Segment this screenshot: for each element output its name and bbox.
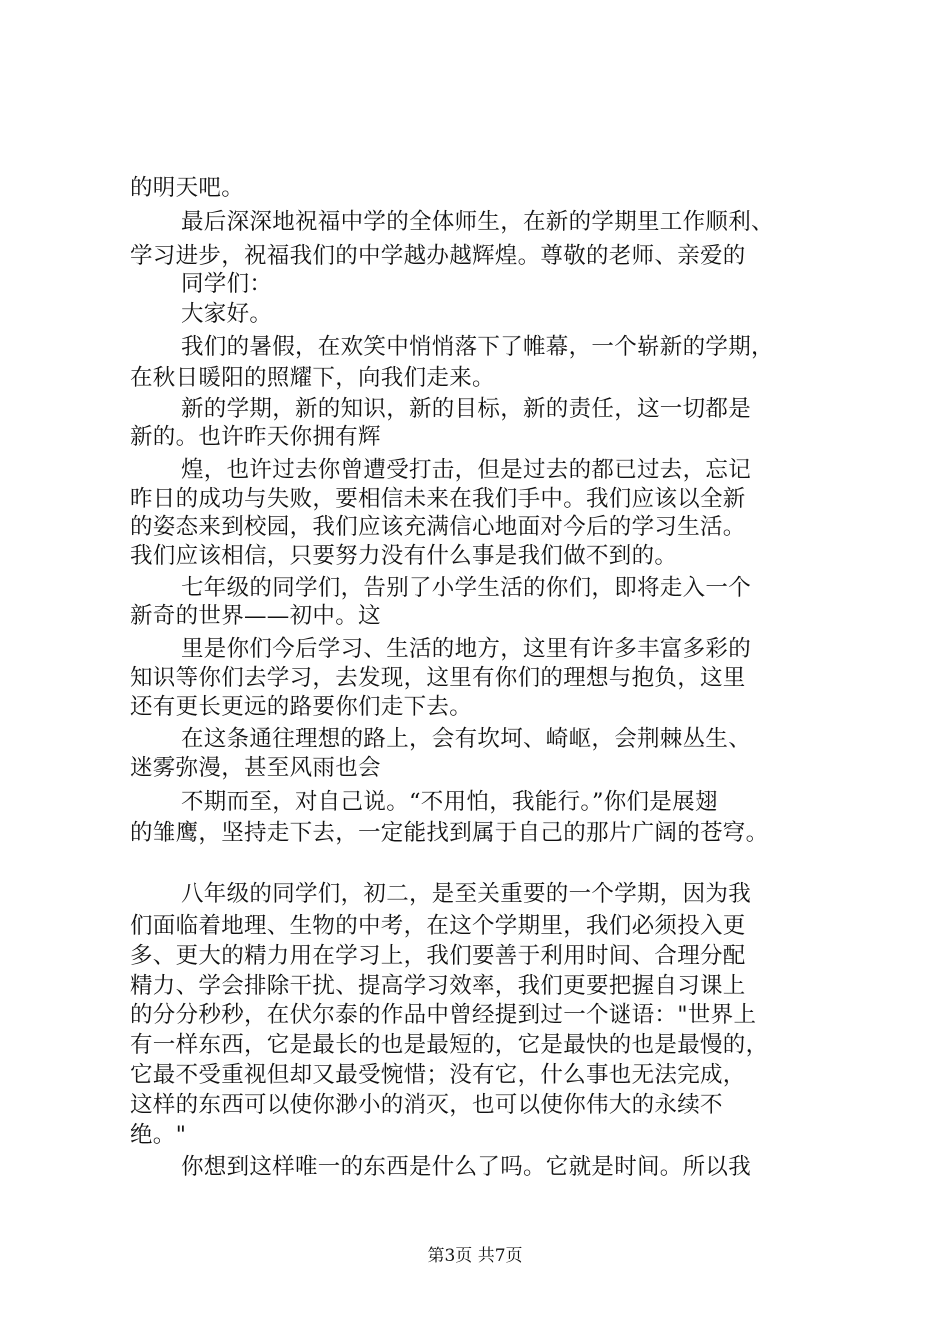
text-line: 们面临着地理、生物的中考，在这个学期里，我们必须投入更 bbox=[130, 913, 746, 939]
text-line: 学习进步，祝福我们的中学越办越辉煌。尊敬的老师、亲爱的 bbox=[130, 243, 746, 269]
text-line: 我们的暑假，在欢笑中悄悄落下了帷幕，一个崭新的学期， bbox=[181, 334, 774, 360]
text-line: 的姿态来到校园，我们应该充满信心地面对今后的学习生活。 bbox=[130, 514, 746, 540]
text-line: 的明天吧。 bbox=[130, 175, 245, 201]
text-line: 八年级的同学们，初二，是至关重要的一个学期，因为我 bbox=[181, 881, 752, 907]
text-line: 新的。也许昨天你拥有辉 bbox=[130, 424, 381, 450]
text-line: 精力、学会排除干扰、提高学习效率，我们更要把握自习课上 bbox=[130, 973, 746, 999]
text-line: 我们应该相信，只要努力没有什么事是我们做不到的。 bbox=[130, 543, 678, 569]
text-line: 在秋日暖阳的照耀下，向我们走来。 bbox=[130, 365, 495, 391]
text-line: 绝。" bbox=[130, 1122, 187, 1148]
text-line: 知识等你们去学习，去发现，这里有你们的理想与抱负，这里 bbox=[130, 665, 746, 691]
text-line: 煌，也许过去你曾遭受打击，但是过去的都已过去，忘记 bbox=[181, 457, 752, 483]
text-line: 新奇的世界——初中。这 bbox=[130, 603, 381, 629]
text-line: 它最不受重视但却又最受惋惜；没有它，什么事也无法完成， bbox=[130, 1062, 746, 1088]
text-line: 这样的东西可以使你渺小的消灭，也可以使你伟大的永续不 bbox=[130, 1092, 723, 1118]
text-line: 迷雾弥漫，甚至风雨也会 bbox=[130, 755, 381, 781]
page-number-footer: 第3页 共7页 bbox=[427, 1246, 523, 1266]
text-line: 大家好。 bbox=[181, 301, 273, 327]
text-line: 七年级的同学们，告别了小学生活的你们，即将走入一个 bbox=[181, 575, 752, 601]
text-line: 的雏鹰，坚持走下去，一定能找到属于自己的那片广阔的苍穹。 bbox=[130, 820, 769, 846]
text-line: 在这条通往理想的路上，会有坎坷、崎岖，会荆棘丛生、 bbox=[181, 726, 752, 752]
text-line: 还有更长更远的路要你们走下去。 bbox=[130, 694, 473, 720]
text-line: 最后深深地祝福中学的全体师生，在新的学期里工作顺利、 bbox=[181, 209, 774, 235]
text-line: 你想到这样唯一的东西是什么了吗。它就是时间。所以我 bbox=[181, 1154, 752, 1180]
text-line: 同学们： bbox=[181, 271, 273, 297]
text-line: 昨日的成功与失败，要相信未来在我们手中。我们应该以全新 bbox=[130, 486, 746, 512]
text-line: 有一样东西，它是最长的也是最短的，它是最快的也是最慢的， bbox=[130, 1032, 769, 1058]
text-line: 里是你们今后学习、生活的地方，这里有许多丰富多彩的 bbox=[181, 636, 752, 662]
text-line: 新的学期，新的知识，新的目标，新的责任，这一切都是 bbox=[181, 396, 752, 422]
text-line: 多、更大的精力用在学习上，我们要善于利用时间、合理分配 bbox=[130, 943, 746, 969]
text-line: 的分分秒秒，在伏尔泰的作品中曾经提到过一个谜语："世界上 bbox=[130, 1002, 757, 1028]
text-line: 不期而至，对自己说。“不用怕，我能行。”你们是展翅 bbox=[181, 789, 718, 815]
